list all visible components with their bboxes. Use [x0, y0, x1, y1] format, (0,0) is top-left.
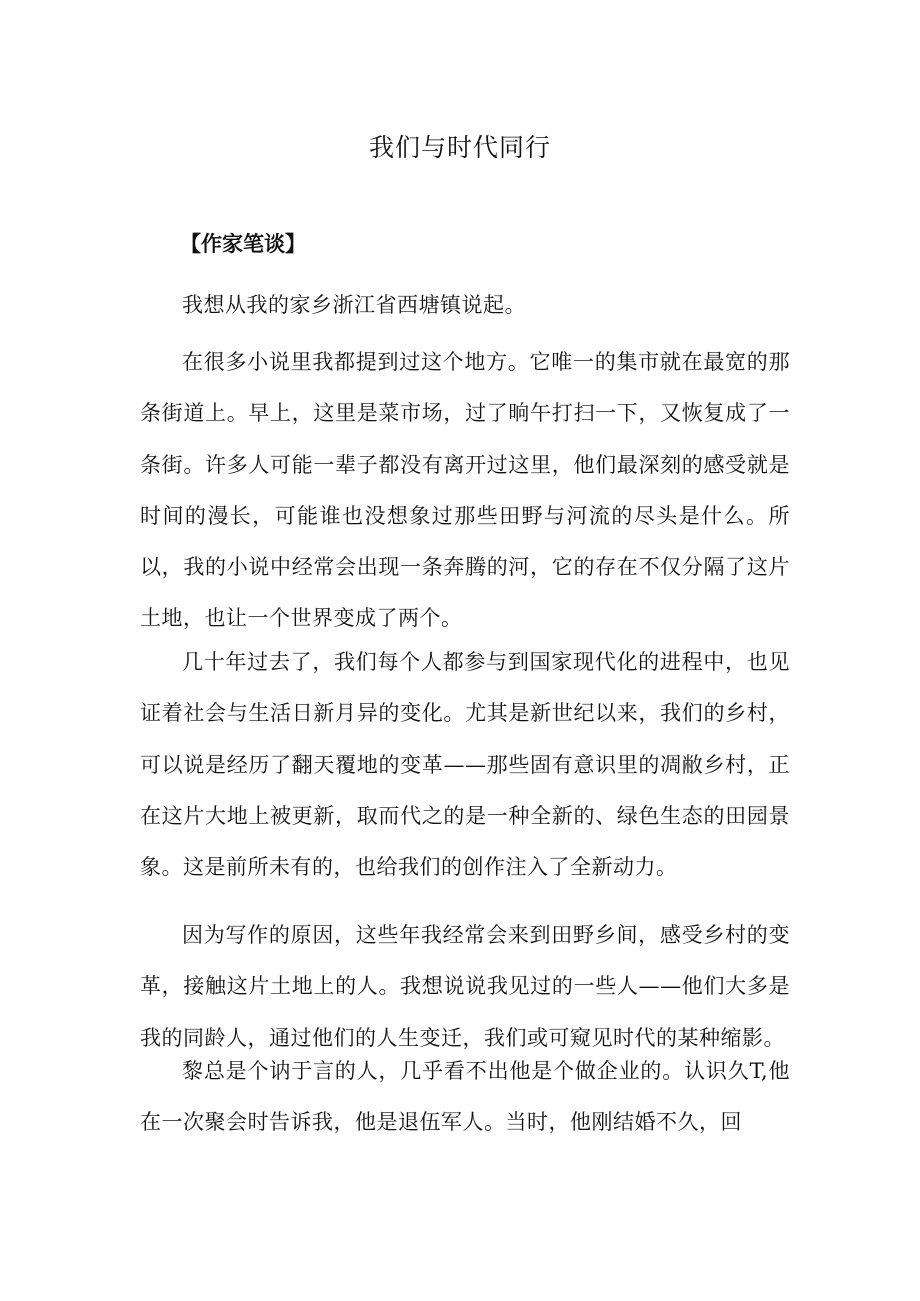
paragraph: 因为写作的原因，这些年我经常会来到田野乡间，感受乡村的变革，接触这片土地上的人。我想说说我见过的一些人——他们大多是我的同龄人，通过他们的人生变迁，我们或可窥见时代的某种缩影。 — [140, 923, 790, 1050]
paragraph: 几十年过去了，我们每个人都参与到国家现代化的进程中，也见证着社会与生活日新月异的变化。尤其是新世纪以来，我们的乡村，可以说是经历了翻天覆地的变革——那些固有意识里的凋敝乡村，正在这片大地上被更新，取而代之的是一种全新的、绿色生态的田园景象。这是前所未有的，也给我们的创作注入了全新动力。 — [140, 650, 790, 880]
paragraph: 我想从我的家乡浙江省西塘镇说起。 — [182, 293, 526, 317]
section-label: 【作家笔谈】 — [180, 231, 306, 256]
document-title: 我们与时代同行 — [368, 133, 551, 162]
paragraph: 黎总是个讷于言的人，几乎看不出他是个做企业的。认识久T,他在一次聚会时告诉我，他是退伍军人。当时，他刚结婚不久，回 — [140, 1059, 790, 1135]
paragraph: 在很多小说里我都提到过这个地方。它唯一的集市就在最宽的那条街道上。早上，这里是菜市场，过了晌午打扫一下，又恢复成了一条街。许多人可能一辈子都没有离开过这里，他们最深刻的感受就是时间的漫长，可能谁也没想象过那些田野与河流的尽头是什么。所以，我的小说中经常会出现一条奔腾的河，它的存在不仅分隔了这片土地，也让一个世界变成了两个。 — [140, 350, 790, 631]
